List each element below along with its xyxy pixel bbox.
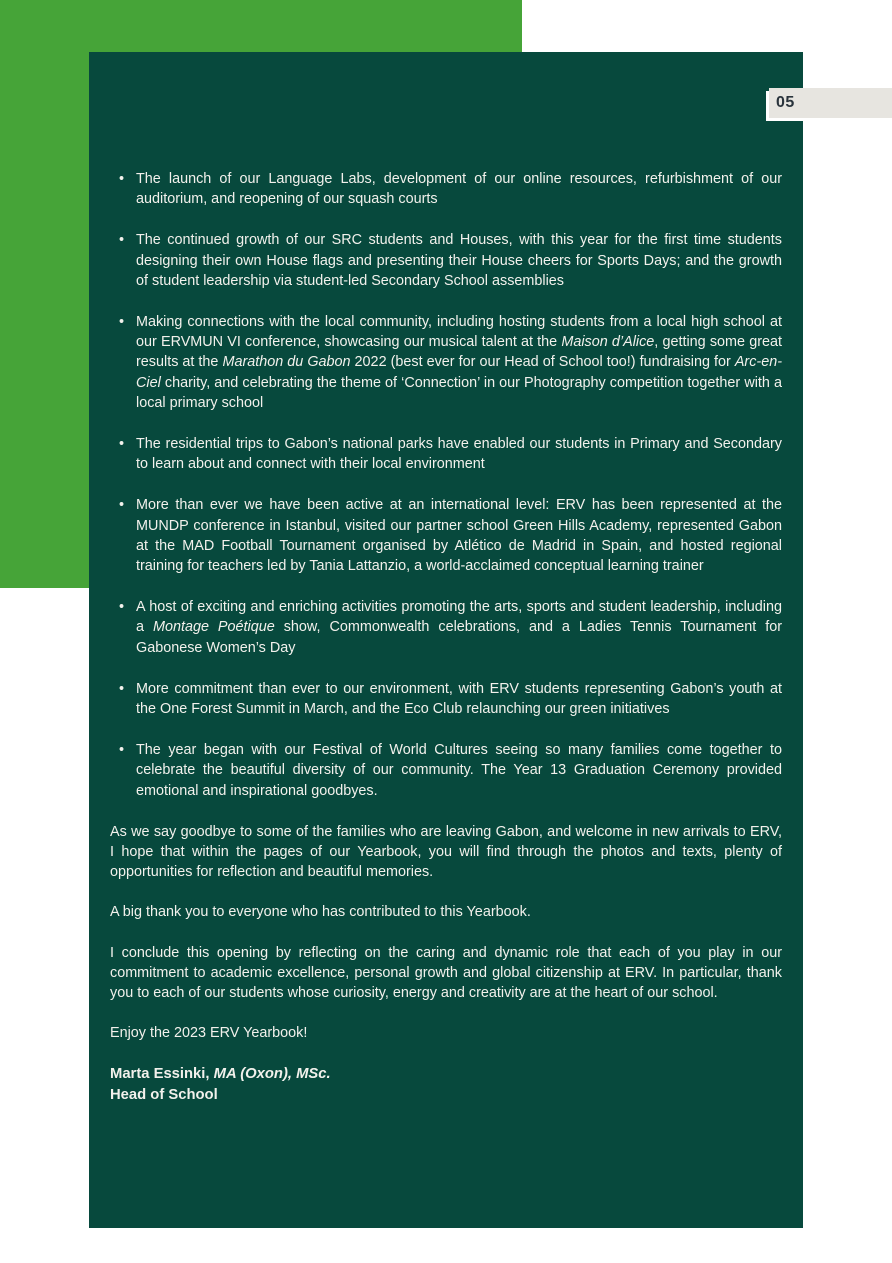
list-item xyxy=(110,740,782,801)
bullet-text: , getting some great results at the xyxy=(136,334,782,371)
closing-paragraphs xyxy=(110,822,782,1106)
page-content xyxy=(110,169,782,1106)
bullet-text: show, Commonwealth celebrations, and a Ladies Tennis Tournament for Gabonese Women’s Day xyxy=(136,619,783,656)
bullet-text: More than ever we have been active at an international level: ERV has been represented at the MUNDP conference in Istanbul, visited our partner school Green Hills Academy, represented Gabon at the MAD Football Tournament organised by Atlético de Madrid in Spain, and hosted regional training for teachers led by Tania Lattanzio, a world-acclaimed conceptual learning trainer xyxy=(136,497,782,575)
list-item xyxy=(110,312,782,413)
highlights-list xyxy=(110,169,782,801)
paragraph: A big thank you to everyone who has contributed to this Yearbook. xyxy=(110,904,531,921)
page-number-badge xyxy=(769,88,892,118)
list-item xyxy=(110,679,782,719)
list-item xyxy=(110,597,782,658)
paragraph: I conclude this opening by reflecting on the caring and dynamic role that each of you play in our commitment to academic excellence, personal growth and global citizenship at ERV. In particular, thank you to each of our students whose curiosity, energy and creativity are at the heart of our school. xyxy=(110,944,782,1002)
bullet-text: The continued growth of our SRC students and Houses, with this year for the first time students designing their own House flags and presenting their House cheers for Sports Days; and the growth of student leadership via student-led Secondary School assemblies xyxy=(136,232,782,289)
bullet-text: charity, and celebrating the theme of ‘Connection’ in our Photography competition together with a local primary school xyxy=(136,374,782,411)
signature-name: Marta Essinki, xyxy=(110,1065,214,1082)
bullet-text: Making connections with the local community, including hosting students from a local high school at our ERVMUN VI conference, showcasing our musical talent at the xyxy=(136,314,782,351)
list-item xyxy=(110,434,782,474)
bullet-text: The residential trips to Gabon’s national parks have enabled our students in Primary and Secondary to learn about and connect with their local environment xyxy=(136,436,782,473)
bullet-text: 2022 (best ever for our Head of School too!) fundraising for xyxy=(350,354,735,371)
list-item xyxy=(110,495,782,576)
signature-credentials: MA (Oxon), MSc. xyxy=(213,1065,331,1082)
list-item xyxy=(110,230,782,291)
bullet-text: The launch of our Language Labs, development of our online resources, refurbishment of our auditorium, and reopening of our squash courts xyxy=(136,171,782,208)
paragraph: Enjoy the 2023 ERV Yearbook! xyxy=(110,1025,308,1042)
signature-block xyxy=(110,1064,782,1106)
signature-name-line xyxy=(110,1064,782,1085)
signature-title: Head of School xyxy=(110,1086,218,1103)
bullet-text-italic: Montage Poétique xyxy=(152,619,275,636)
bullet-text-italic: Arc-en-Ciel xyxy=(136,354,782,391)
paragraph: As we say goodbye to some of the families who are leaving Gabon, and welcome in new arrivals to ERV, I hope that within the pages of our Yearbook, you will find through the photos and texts, plenty of opportunities for reflection and beautiful memories. xyxy=(110,823,782,881)
bullet-text: More commitment than ever to our environment, with ERV students representing Gabon’s youth at the One Forest Summit in March, and the Eco Club relaunching our green initiatives xyxy=(136,680,782,718)
page-number: 05 xyxy=(776,94,795,111)
list-item xyxy=(110,169,782,209)
bullet-text: The year began with our Festival of World Cultures seeing so many families come together to celebrate the beautiful diversity of our community. The Year 13 Graduation Ceremony provided emotional and inspirational goodbyes. xyxy=(136,742,782,799)
bullet-text-italic: Marathon du Gabon xyxy=(222,354,351,371)
bullet-text: A host of exciting and enriching activities promoting the arts, sports and student leadership, including a xyxy=(136,599,782,636)
content-panel xyxy=(89,52,803,1228)
bullet-text-italic: Maison d’Alice xyxy=(561,334,655,351)
